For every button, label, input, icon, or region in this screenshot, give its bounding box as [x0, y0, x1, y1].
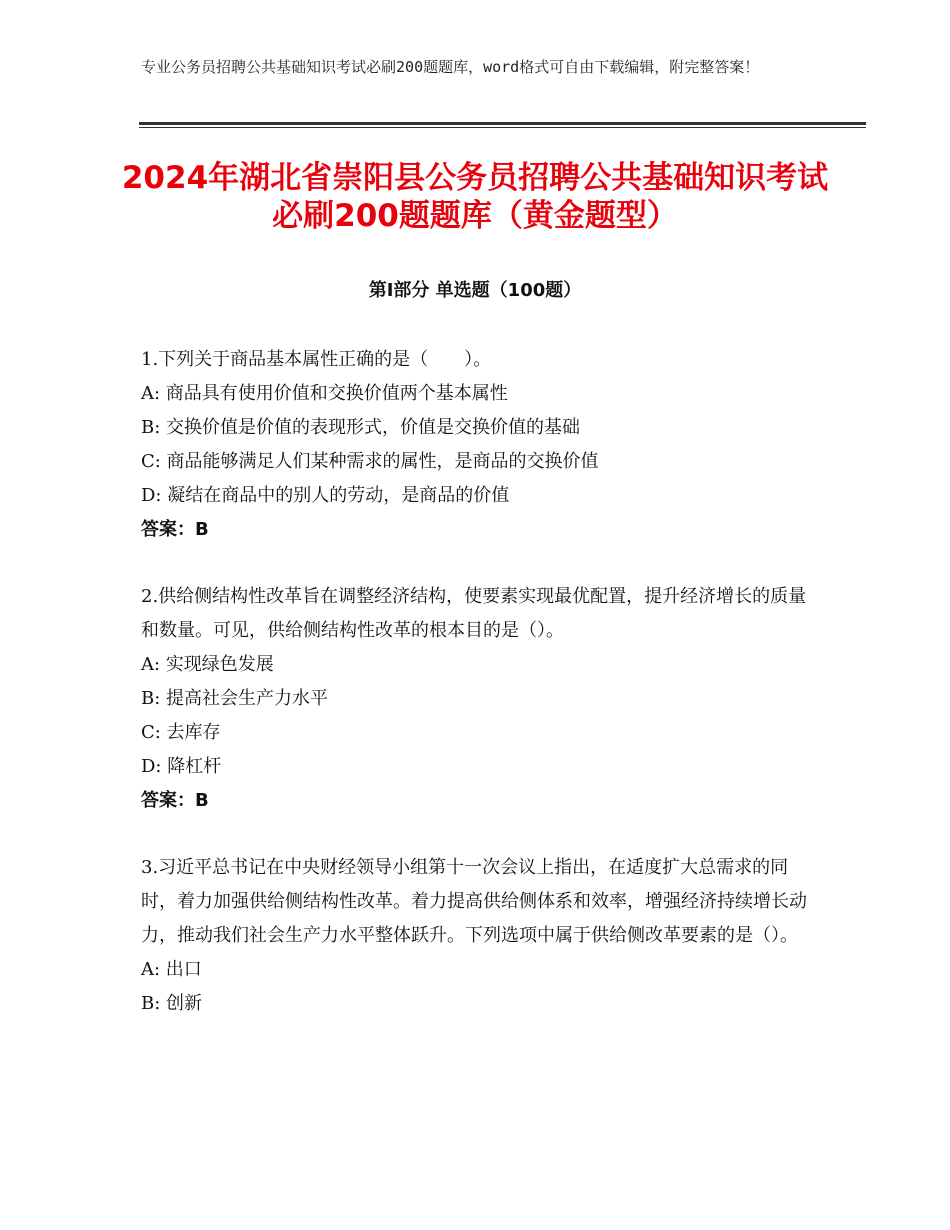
option-b: B: 交换价值是价值的表现形式，价值是交换价值的基础: [141, 417, 581, 438]
question-2: [141, 580, 821, 818]
section-title: 第Ⅰ部分 单选题（100题）: [368, 280, 582, 301]
header-divider: [139, 122, 866, 125]
header-divider-thin: [139, 127, 866, 128]
option-a: A: 商品具有使用价值和交换价值两个基本属性: [141, 383, 508, 404]
option-a: A: 实现绿色发展: [141, 654, 274, 675]
question-1: [141, 343, 821, 547]
header-note: 专业公务员招聘公共基础知识考试必刷200题题库，word格式可自由下载编辑，附完整答案！: [141, 58, 760, 76]
document-title: 2024年湖北省崇阳县公务员招聘公共基础知识考试必刷200题题库（黄金题型）: [121, 160, 829, 234]
option-a: A: 出口: [141, 959, 202, 980]
option-c: C: 去库存: [141, 722, 221, 743]
option-d: D: 降杠杆: [141, 756, 222, 777]
option-b: B: 创新: [141, 993, 203, 1014]
option-b: B: 提高社会生产力水平: [141, 688, 329, 709]
question-stem: 1.下列关于商品基本属性正确的是（ ）。: [141, 349, 492, 370]
question-3: [141, 851, 821, 1021]
question-stem: 3.习近平总书记在中央财经领导小组第十一次会议上指出，在适度扩大总需求的同时，着力加强供给侧结构性改革。着力提高供给侧体系和效率，增强经济持续增长动力，推动我们社会生产力水平整体跃升。下列选项中属于供给侧改革要素的是（）。: [141, 857, 807, 946]
question-list: [141, 343, 821, 1054]
answer-line: 答案：B: [141, 790, 209, 811]
question-stem: 2.供给侧结构性改革旨在调整经济结构，使要素实现最优配置，提升经济增长的质量和数量。可见，供给侧结构性改革的根本目的是（）。: [141, 586, 807, 641]
option-c: C: 商品能够满足人们某种需求的属性，是商品的交换价值: [141, 451, 599, 472]
answer-line: 答案：B: [141, 519, 209, 540]
option-d: D: 凝结在商品中的别人的劳动，是商品的价值: [141, 485, 510, 506]
